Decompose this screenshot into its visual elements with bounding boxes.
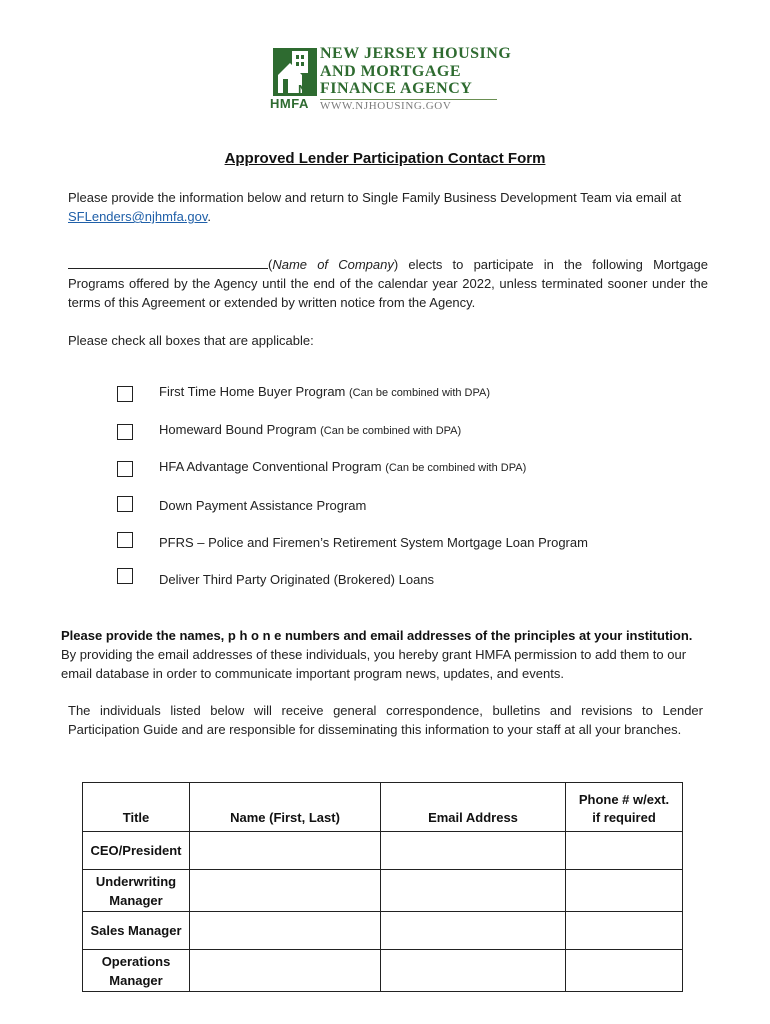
header-title: Title (83, 783, 190, 832)
role-label: CEO/President (90, 843, 182, 858)
check-instruction: Please check all boxes that are applicable: (68, 333, 314, 348)
table-row (83, 950, 683, 992)
email-cell[interactable] (381, 832, 566, 870)
header-phone-line2: if required (592, 810, 656, 825)
logo-line-2: AND MORTGAGE (320, 63, 461, 80)
logo-line-1: NEW JERSEY HOUSING (320, 45, 512, 62)
logo-line-3: FINANCE AGENCY (320, 80, 473, 97)
program-checkbox[interactable] (117, 532, 133, 548)
name-cell[interactable] (190, 832, 381, 870)
role-cell (83, 950, 190, 992)
contacts-table (82, 782, 683, 992)
table-row (83, 870, 683, 912)
program-note: (Can be combined with DPA) (349, 387, 491, 399)
program-name: HFA Advantage Conventional Program (159, 459, 386, 474)
email-cell[interactable] (381, 870, 566, 912)
program-label (159, 572, 434, 587)
role-label: Sales Manager (90, 923, 182, 938)
role-cell (83, 832, 190, 870)
principals-text: By providing the email addresses of these individuals, you hereby grant HMFA permission to add them to our email database in order to communicate important program news, updates, and events. (61, 647, 687, 681)
role-label-line2: Manager (109, 892, 163, 908)
company-name-field[interactable] (68, 256, 268, 269)
phone-cell[interactable] (566, 832, 683, 870)
program-checkbox[interactable] (117, 424, 133, 440)
intro-text: Please provide the information below and return to Single Family Business Development Team via email at (68, 190, 682, 205)
table-row (83, 912, 683, 950)
program-checkbox[interactable] (117, 386, 133, 402)
program-label (159, 498, 366, 513)
program-label (159, 535, 588, 550)
program-label (159, 384, 490, 399)
name-cell[interactable] (190, 870, 381, 912)
email-cell[interactable] (381, 912, 566, 950)
table-header-row (83, 783, 683, 832)
program-label (159, 459, 526, 474)
intro-end: . (207, 209, 212, 224)
page-title: Approved Lender Participation Contact Form (224, 150, 546, 167)
program-label (159, 422, 461, 437)
program-name: First Time Home Buyer Program (159, 384, 349, 399)
email-cell[interactable] (381, 950, 566, 992)
role-cell (83, 912, 190, 950)
intro-paragraph (68, 188, 708, 226)
agency-logo (270, 45, 510, 115)
header-phone-line1: Phone # w/ext. (578, 792, 670, 807)
principals-heading: Please provide the names, p h o n e numbers and email addresses of the principles at your institution. (61, 628, 693, 643)
election-paragraph: (Name of Company) elects to participate in the following Mortgage Programs offered by the Agency until the end of the calendar year 2022, unless terminated sooner under the terms of this Agreement or extended by written notice from the Agency. (68, 257, 708, 310)
program-name: Deliver Third Party Originated (Brokered) Loans (159, 572, 435, 587)
logo-website: WWW.NJHOUSING.GOV (320, 100, 452, 112)
header-name: Name (First, Last) (190, 783, 381, 832)
name-cell[interactable] (190, 912, 381, 950)
phone-cell[interactable] (566, 950, 683, 992)
role-label: Underwriting (95, 873, 177, 889)
email-link[interactable]: SFLenders@njhmfa.gov (68, 209, 208, 224)
header-phone (566, 783, 683, 832)
program-name: Homeward Bound Program (159, 422, 321, 437)
program-checkbox[interactable] (117, 461, 133, 477)
program-name: PFRS – Police and Firemen’s Retirement System Mortgage Loan Program (159, 535, 588, 550)
role-label-line2: Manager (109, 972, 163, 988)
program-note: (Can be combined with DPA) (385, 462, 527, 474)
principals-paragraph (61, 626, 711, 683)
program-note: (Can be combined with DPA) (320, 425, 462, 437)
program-checkbox[interactable] (117, 496, 133, 512)
phone-cell[interactable] (566, 870, 683, 912)
election-text: elects to participate in the following Mortgage Programs offered by the Agency until the end of the calendar year 2022, unless terminated sooner under the terms of this Agreement or extended by written notice from the Agency. (68, 257, 708, 310)
name-cell[interactable] (190, 950, 381, 992)
role-cell (83, 870, 190, 912)
phone-cell[interactable] (566, 912, 683, 950)
program-checkbox[interactable] (117, 568, 133, 584)
logo-nj-text: NJ (298, 82, 315, 97)
recipients-paragraph: The individuals listed below will receive general correspondence, bulletins and revisions to Lender Participation Guide and are responsible for disseminating this information to your staff at all your branches. (68, 703, 703, 737)
company-label: Name of Company (272, 257, 394, 272)
program-name: Down Payment Assistance Program (159, 498, 367, 513)
logo-acronym: HMFA (270, 96, 309, 111)
table-row (83, 832, 683, 870)
role-label: Operations (101, 953, 171, 969)
header-email: Email Address (381, 783, 566, 832)
